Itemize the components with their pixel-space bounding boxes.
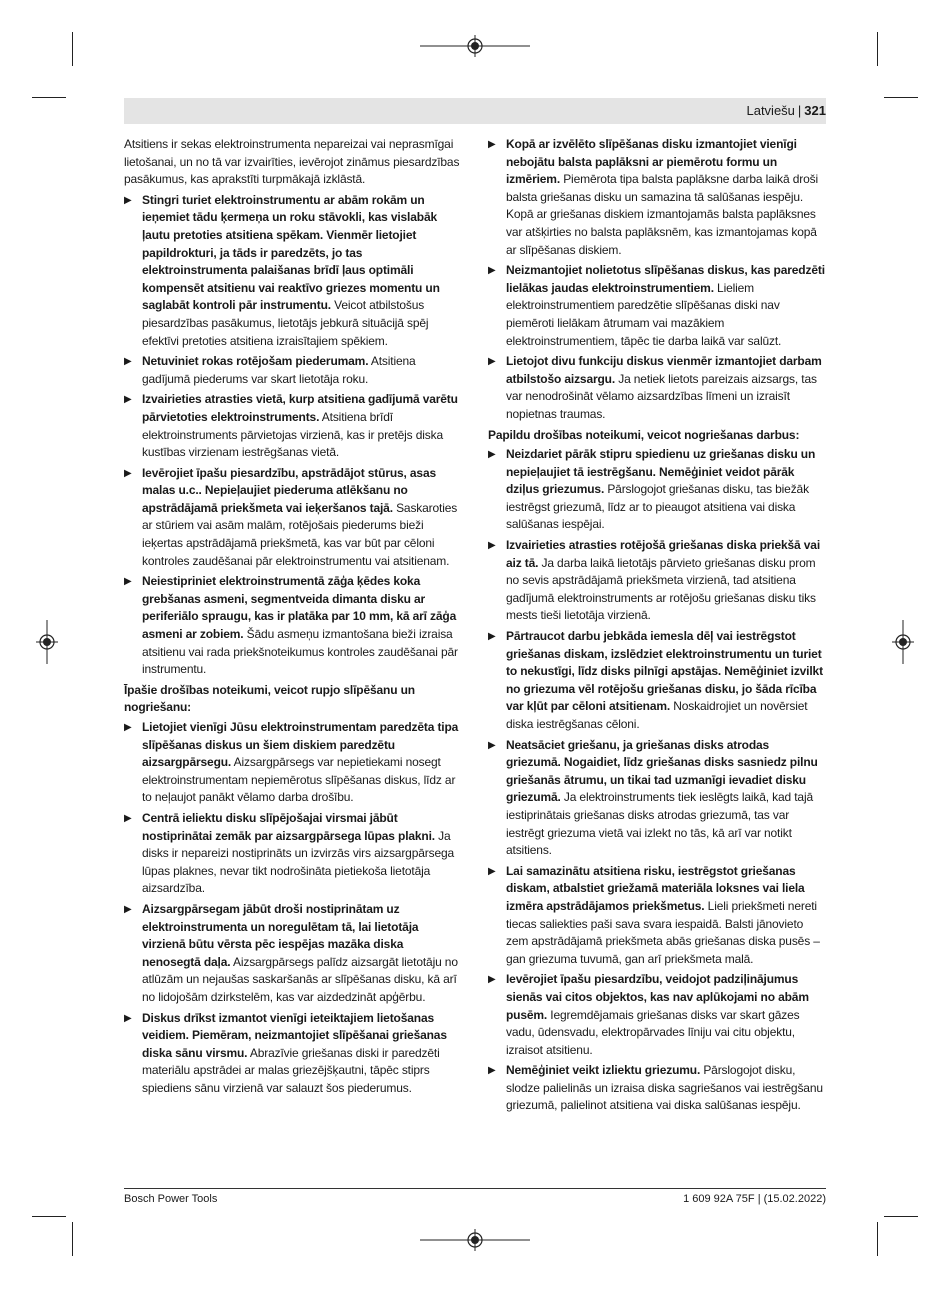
list-item <box>488 737 826 860</box>
bullet-list <box>124 192 462 679</box>
bullet-bold-text: Pārtraucot darbu jebkāda iemesla dēļ vai iestrēgstot griešanas diskam, izslēdziet elektroinstrumentu un turiet to nekustīgi, līdz disks pilnīgi apstājas. Nemēģiniet izvilkt no griezuma vēl rotējošu griešanas disku, jo šāda rīcība var kļūt par cēloni atsitienam. <box>506 629 823 714</box>
list-item <box>488 353 826 423</box>
bullet-body-text: Abrazīvie griešanas diski ir paredzēti materiālu apstrādei ar malas griezējšķautni, tāpēc stiprs spiediens sānu virzienā var salauzt šos piederumus. <box>142 1045 440 1095</box>
crop-mark <box>32 97 66 98</box>
bullet-list <box>488 446 826 1115</box>
triangle-right-icon: ▶ <box>488 139 496 150</box>
bullet-list <box>124 719 462 1097</box>
triangle-right-icon: ▶ <box>488 739 496 751</box>
bullet-body-text: Ja elektroinstruments tiek ieslēgts laikā, kad tajā iestiprinātais griešanas disks atrodas griezumā, tas var iestrēgt griezuma vietā vai izlekt no tās, kā arī var notikt atsitiens. <box>506 790 813 858</box>
crop-mark <box>884 97 918 98</box>
bullet-bold-text: Stingri turiet elektroinstrumentu ar abām rokām un ieņemiet tādu ķermeņa un roku stāvokli, kas vislabāk ļautu pretoties atsitiena spēkam. Vienmēr lietojiet papildrokturi, ja tāds ir paredzēts, jo tas elektroinstrumenta palaišanas brīdī ļaus optimāli kompensēt atsitienu vai reaktīvo griezes momentu un saglabāt kontroli pār instrumentu. <box>142 192 440 313</box>
footer-divider <box>124 1188 826 1189</box>
bullet-bold-text: Neizmantojiet nolietotus slīpēšanas diskus, kas paredzēti lielākas jaudas elektroinstrumentiem. <box>506 263 825 295</box>
crop-mark <box>32 1216 66 1217</box>
bullet-bold-text: Nemēģiniet veikt izliektu griezumu. <box>506 1063 701 1078</box>
triangle-right-icon: ▶ <box>124 1012 132 1024</box>
bullet-body-text: Veicot atbilstošus piesardzības pasākumus, lietotājs jebkurā situācijā spēj efektīvi pretoties atsitiena izraisītajiem spēkiem. <box>142 298 429 348</box>
crop-mark <box>72 32 73 66</box>
crop-mark <box>884 1216 918 1217</box>
registration-mark-icon <box>420 35 530 57</box>
bullet-body-text: Ja darba laikā lietotājs pārvieto griešanas disku prom no sevis apstrādājamā priekšmeta virzienā, tad atsitiena gadījumā elektroinstruments ar rotējošu griešanas disku tiks mests tieši lietotāja virzienā. <box>506 555 816 623</box>
registration-mark-icon <box>420 1229 530 1251</box>
left-column <box>124 136 462 1100</box>
list-item <box>124 391 462 461</box>
list-item <box>124 901 462 1007</box>
footer-doc-id: 1 609 92A 75F | (15.02.2022) <box>683 1193 826 1205</box>
crop-mark <box>877 32 878 66</box>
bullet-bold-text: Ievērojiet īpašu piesardzību, veidojot padziļinājumus sienās vai citos objektos, kas nav aplūkojami no abām pusēm. <box>506 972 809 1022</box>
bullet-body-text: Šādu asmeņu izmantošana bieži izraisa atsitienu vai rada priekšnoteikumus kontroles zaudēšanai pār instrumentu. <box>142 627 458 677</box>
registration-mark-icon <box>892 620 914 664</box>
bullet-bold-text: Izvairieties atrasties vietā, kurp atsitiena gadījumā varētu pārvietoties elektroinstruments. <box>142 392 458 424</box>
triangle-right-icon: ▶ <box>488 356 496 368</box>
footer-brand: Bosch Power Tools <box>124 1193 218 1205</box>
triangle-right-icon: ▶ <box>124 394 132 406</box>
list-item <box>124 719 462 807</box>
bullet-body-text: Aizsargpārsegs var nepietiekami nosegt elektroinstrumentam nepiemērotus slīpēšanas diskus, līdz ar to neļaujot panākt vēlamo darba drošību. <box>142 755 456 805</box>
list-item <box>124 810 462 898</box>
bullet-bold-text: Aizsargpārsegam jābūt droši nostiprinātam uz elektroinstrumenta un noregulētam tā, lai lietotāja virzienā būtu vērsta pēc iespējas mazāka diska nenosegtā daļa. <box>142 901 419 969</box>
header-separator: | <box>797 103 802 118</box>
page-number: 321 <box>804 103 826 118</box>
bullet-bold-text: Lai samazinātu atsitiena risku, iestrēgstot griešanas diskam, atbalstiet griežamā materiāla loksnes vai liela izmēra apstrādājamos priekšmetus. <box>506 863 805 913</box>
bullet-bold-text: Neiestipriniet elektroinstrumentā zāģa ķēdes koka grebšanas asmeni, segmentveida dimanta disku ar periferiālo spraugu, kas ir platāka par 10 mm, kā arī zāģa asmeni ar zobiem. <box>142 574 457 642</box>
bullet-bold-text: Kopā ar izvēlēto slīpēšanas disku izmantojiet vienīgi nebojātu balsta paplāksni ar piemērotu formu un izmēriem. <box>506 137 797 187</box>
bullet-bold-text: Ievērojiet īpašu piesardzību, apstrādājot stūrus, asas malas u.c.. Nepieļaujiet piederuma atlēkšanu no apstrādājamā priekšmeta vai ieķeršanos tajā. <box>142 465 437 515</box>
triangle-right-icon: ▶ <box>488 449 496 461</box>
list-item <box>488 1062 826 1115</box>
crop-mark <box>72 1222 73 1256</box>
triangle-right-icon: ▶ <box>124 903 132 915</box>
bullet-bold-text: Neizdariet pārāk stipru spiedienu uz griešanas disku un nepieļaujiet tā iestrēgšanu. Nemēģiniet veidot pārāk dziļus griezumus. <box>506 447 816 497</box>
list-item <box>124 573 462 679</box>
triangle-right-icon: ▶ <box>124 722 132 733</box>
list-item <box>124 353 462 388</box>
bullet-body-text: Lieliem elektroinstrumentiem paredzētie slīpēšanas diski nav piemēroti lielākam ātrumam vai mazākiem elektroinstrumentiem, tāpēc tie darba laikā var salūzt. <box>506 280 782 348</box>
list-item <box>488 446 826 534</box>
list-item <box>488 971 826 1059</box>
triangle-right-icon: ▶ <box>124 194 132 206</box>
crop-mark <box>877 1222 878 1256</box>
triangle-right-icon: ▶ <box>124 356 132 368</box>
triangle-right-icon: ▶ <box>488 865 496 877</box>
bullet-body-text: Ja disks ir nepareizi nostiprināts un izvirzās virs aizsargpārsega lūpas plaknes, nevar tikt nodrošināta pietiekoša lietotāja aizsardzība. <box>142 828 455 896</box>
bullet-body-text: Pārslogojot disku, slodze palielinās un izraisa diska sagriešanos vai iestrēgšanu griezumā, palielinot atsitiena vai diska salūšanas iespēju. <box>506 1063 823 1113</box>
bullet-list <box>488 136 826 424</box>
section-heading: Īpašie drošības noteikumi, veicot rupjo slīpēšanu un nogriešanu: <box>124 682 415 715</box>
bullet-body-text: Lieli priekšmeti nereti tiecas saliekties paši sava svara iespaidā. Balsti jānovieto zem apstrādājamā priekšmeta abās griešanas diska pusēs – gan griezuma tuvumā, gan arī priekšmeta malā. <box>506 898 820 966</box>
section-heading: Papildu drošības noteikumi, veicot nogriešanas darbus: <box>488 427 800 442</box>
right-column <box>488 136 826 1118</box>
header-bar <box>124 98 826 124</box>
list-item <box>124 1010 462 1098</box>
bullet-body-text: Noskaidrojiet un novērsiet diska iestrēgšanas cēloni. <box>506 699 808 731</box>
bullet-bold-text: Netuviniet rokas rotējošam piederumam. <box>142 354 369 369</box>
list-item <box>488 136 826 259</box>
bullet-body-text: Piemērota tipa balsta paplāksne darba laikā droši balsta griešanas disku un samazina tā salūšanas iespēju. Kopā ar griešanas diskiem izmantojamās balsta paplāksnes var atšķirties no balsta paplāksnēm, kas izmantojamas kopā ar slīpēšanas diskiem. <box>506 172 819 257</box>
triangle-right-icon: ▶ <box>124 467 132 479</box>
triangle-right-icon: ▶ <box>124 576 132 588</box>
bullet-body-text: Aizsargpārsegs palīdz aizsargāt lietotāju no atlūzām un nejaušas saskaršanās ar slīpēšanas disku, kā arī no lidojošām dzirkstelēm, kas var aizdedzināt apģērbu. <box>142 954 458 1004</box>
bullet-bold-text: Lietojiet vienīgi Jūsu elektroinstrumentam paredzēta tipa slīpēšanas diskus un šiem diskiem paredzētu aizsargpārsegu. <box>142 720 459 770</box>
bullet-body-text: Ja netiek lietots pareizais aizsargs, tas var nenodrošināt vēlamo aizsardzības līmeni un izraisīt nopietnas traumas. <box>506 371 817 421</box>
bullet-bold-text: Lietojot divu funkciju diskus vienmēr izmantojiet darbam atbilstošo aizsargu. <box>506 354 822 386</box>
bullet-bold-text: Izvairieties atrasties rotējošā griešanas diska priekšā vai aiz tā. <box>506 538 821 570</box>
triangle-right-icon: ▶ <box>488 631 496 643</box>
triangle-right-icon: ▶ <box>488 1065 496 1077</box>
bullet-body-text: Saskaroties ar stūriem vai asām malām, rotējošais piederums bieži ieķertas apstrādājamā priekšmetā, kas var būt par cēloni kontroles zaudēšanai pār elektroinstrumentu vai atsitienam. <box>142 500 458 568</box>
triangle-right-icon: ▶ <box>488 974 496 986</box>
registration-mark-icon <box>36 620 58 664</box>
bullet-body-text: Atsitiena gadījumā piederums var skart lietotāja roku. <box>142 354 416 386</box>
header-language: Latviešu <box>746 103 795 118</box>
bullet-body-text: Pārslogojot griešanas disku, tas biežāk iestrēgst griezumā, līdz ar to pieaugot atsitiena vai diska salūšanas iespējai. <box>506 482 809 532</box>
triangle-right-icon: ▶ <box>124 812 132 824</box>
bullet-bold-text: Neatsāciet griešanu, ja griešanas disks atrodas griezumā. Nogaidiet, līdz griešanas disks sasniedz pilnu griešanās ātrumu, un tikai tad uzmanīgi ievadiet disku griezumā. <box>506 737 818 805</box>
bullet-body-text: Iegremdējamais griešanas disks var skart gāzes vadu, ūdensvadu, elektropārvades līniju vai citu objektu, izraisot atsitienu. <box>506 1007 800 1057</box>
list-item <box>124 192 462 350</box>
page-header <box>746 103 826 119</box>
list-item <box>124 465 462 571</box>
list-item <box>488 863 826 969</box>
list-item <box>488 262 826 350</box>
triangle-right-icon: ▶ <box>488 540 496 552</box>
intro-paragraph: Atsitiens ir sekas elektroinstrumenta nepareizai vai neprasmīgai lietošanai, un no tā var izvairīties, ievērojot zināmus piesardzības pasākumus, kas aprakstīti turpmākajā izklāstā. <box>124 137 460 187</box>
list-item <box>488 628 826 734</box>
list-item <box>488 537 826 625</box>
bullet-body-text: Atsitiena brīdī elektroinstruments pārvietojas virzienā, kas ir pretējs diska kustības virzienam iestrēgšanas vietā. <box>142 409 443 460</box>
bullet-bold-text: Diskus drīkst izmantot vienīgi ieteiktajiem lietošanas veidiem. Piemēram, neizmantojiet slīpēšanai griešanas diska sānu virsmu. <box>142 1010 447 1060</box>
bullet-bold-text: Centrā ieliektu disku slīpējošajai virsmai jābūt nostiprinātai zemāk par aizsargpārsega lūpas plakni. <box>142 810 435 843</box>
triangle-right-icon: ▶ <box>488 265 496 277</box>
